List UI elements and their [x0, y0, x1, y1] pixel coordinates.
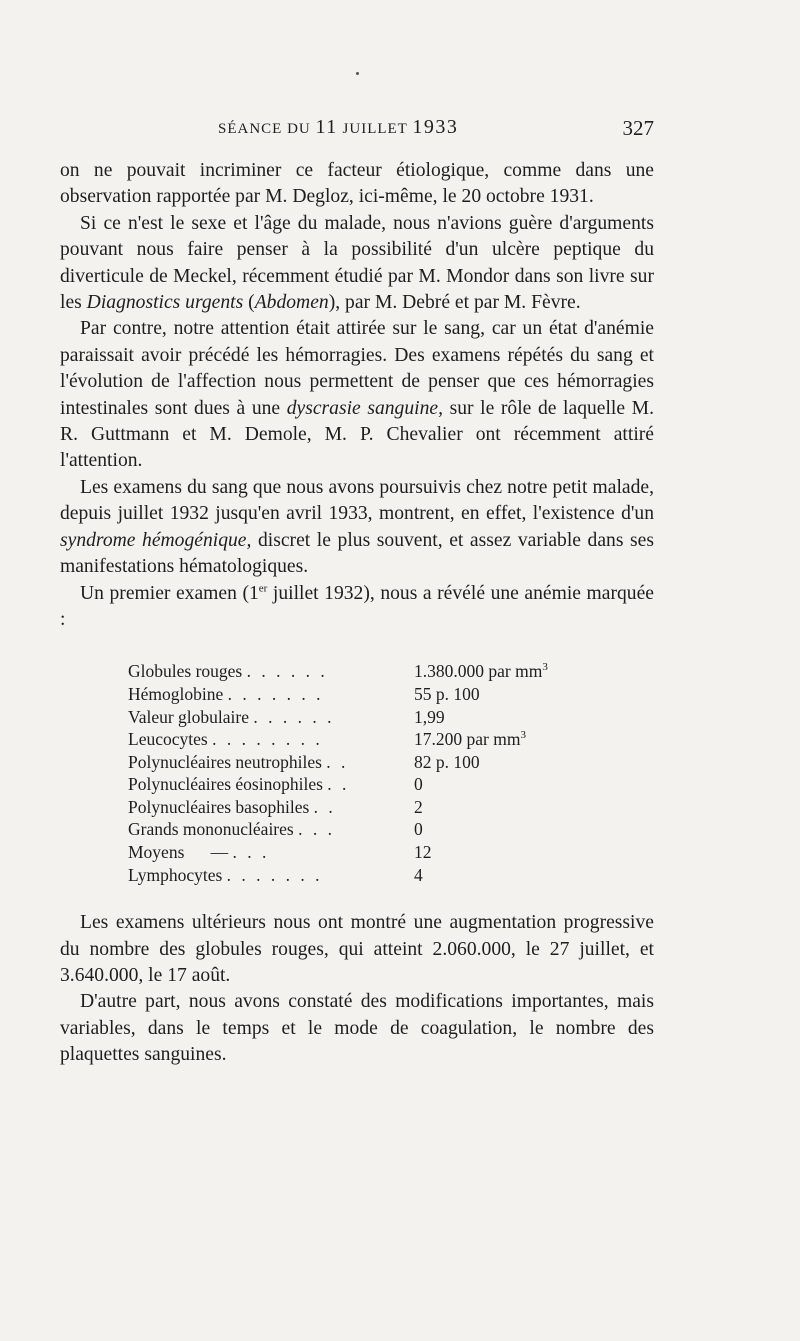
label-text: Grands mononucléaires	[128, 819, 294, 840]
running-title	[218, 116, 458, 139]
paragraph-6: Les examens ultérieurs nous ont montré une augmentation progressive du nombre des globules rouges, qui atteint 2.060.000, le 27 juillet, et 3.640.000, le 17 août.	[60, 912, 654, 987]
table-row	[128, 660, 548, 683]
italic-phrase: dyscrasie sanguine,	[286, 397, 443, 419]
leader-dots: . .	[326, 751, 349, 772]
row-label	[128, 796, 414, 819]
title-year: 1933	[412, 116, 459, 138]
body-text	[60, 158, 654, 1069]
row-value	[414, 683, 548, 706]
label-text: Moyens —	[128, 842, 229, 863]
title-text-2: JUILLET	[337, 121, 413, 137]
unit-exponent: 3	[520, 729, 526, 742]
label-text: Leucocytes	[128, 729, 208, 750]
row-value	[414, 818, 548, 841]
row-label	[128, 818, 414, 841]
paragraph-7: D'autre part, nous avons constaté des modifications importantes, mais variables, dans le temps et le mode de coagulation, le nombre des plaquettes sanguines.	[60, 991, 654, 1066]
text-run: Un premier examen (1	[80, 582, 259, 604]
table-row	[128, 683, 548, 706]
row-value	[414, 728, 548, 751]
row-label	[128, 706, 414, 729]
label-text: Hémoglobine	[128, 683, 224, 704]
paragraph-5	[60, 581, 654, 634]
table-row	[128, 796, 548, 819]
label-text: Polynucléaires éosinophiles	[128, 774, 323, 795]
row-value	[414, 773, 548, 796]
unit-exponent: 3	[542, 661, 548, 674]
paragraph-4	[60, 475, 654, 581]
value-text: 2	[414, 796, 423, 817]
leader-dots: . . . . . . . .	[212, 729, 323, 750]
table-row	[128, 864, 548, 887]
title-text-1: SÉANCE DU	[218, 121, 316, 137]
value-text: 4	[414, 864, 423, 885]
row-value	[414, 841, 548, 864]
label-text: Lymphocytes	[128, 864, 223, 885]
title-day: 11	[315, 116, 338, 138]
row-value	[414, 706, 548, 729]
table-row	[128, 706, 548, 729]
row-label	[128, 683, 414, 706]
page-number: 327	[622, 116, 654, 140]
leader-dots: . .	[327, 774, 350, 795]
table-row	[128, 818, 548, 841]
row-value	[414, 751, 548, 774]
ink-spot	[356, 72, 359, 75]
text-run: juillet 1932), nous a révélé une anémie marquée :	[60, 582, 654, 630]
row-value	[414, 660, 548, 683]
paragraph-1: on ne pouvait incriminer ce facteur étiologique, comme dans une observation rapportée par M. Degloz, ici-même, le 20 octobre 1931.	[60, 160, 654, 208]
leader-dots: . . .	[298, 819, 335, 840]
text-run: Par contre, notre attention était attirée sur le sang, car un état d'anémie paraissait avoir précédé les hémorragies. Des examens répétés du sang et l'évolution de l'affection nous permettent de penser que ces hémorragies intestinales sont dues à une	[60, 318, 654, 419]
value-text: 82 p. 100	[414, 751, 480, 772]
text-run: Si ce n'est le sexe et l'âge du malade, nous n'avions guère d'arguments pouvant nous faire penser à la possibilité d'un ulcère peptique du diverticule de Meckel, récemment étudié par M. Mondor dans son livre sur les	[60, 212, 654, 314]
value-text: 0	[414, 774, 423, 795]
leader-dots: . . . . . . .	[226, 864, 323, 885]
value-text: 55 p. 100	[414, 683, 480, 704]
text-run: ), par M. Debré et par M. Fèvre.	[328, 292, 581, 314]
unit-text: par mm	[484, 661, 543, 682]
unit-text: par mm	[462, 729, 521, 750]
label-text: Polynucléaires basophiles	[128, 796, 310, 817]
text-run: sur le rôle de laquelle M. R. Guttmann et M. Demole, M. P. Chevalier ont récemment attiré l'attention.	[60, 397, 654, 472]
text-run: discret le plus souvent, et assez variable dans ses manifestations hématologiques.	[60, 529, 654, 578]
value-text: 0	[414, 819, 423, 840]
value-text: 1,99	[414, 706, 445, 727]
running-header	[60, 116, 654, 146]
italic-phrase: syndrome hémogénique,	[60, 529, 252, 551]
label-text: Globules rouges	[128, 661, 243, 682]
row-label	[128, 728, 414, 751]
label-text: Polynucléaires neutrophiles	[128, 751, 322, 772]
leader-dots: . .	[313, 796, 336, 817]
table-row	[128, 728, 548, 751]
leader-dots: . . .	[232, 842, 270, 863]
row-label	[128, 864, 414, 887]
paragraph-2	[60, 211, 654, 317]
row-label	[128, 773, 414, 796]
leader-dots: . . . . . .	[246, 661, 328, 682]
table-row	[128, 773, 548, 796]
italic-phrase: Diagnostics urgents	[86, 292, 244, 314]
value-text: 17.200	[414, 729, 463, 750]
value-text: 12	[414, 842, 432, 863]
text-run: Les examens du sang que nous avons poursuivis chez notre petit malade, depuis juillet 1932 jusqu'en avril 1933, montrent, en effet, l'existence d'un	[60, 476, 654, 525]
row-value	[414, 796, 548, 819]
italic-phrase: Abdomen	[254, 292, 329, 314]
row-label	[128, 841, 414, 864]
paragraph-3	[60, 316, 654, 474]
table-row	[128, 751, 548, 774]
blood-count-table	[128, 660, 548, 886]
superscript: er	[258, 581, 268, 594]
row-label	[128, 751, 414, 774]
leader-dots: . . . . . .	[253, 706, 335, 727]
table-row	[128, 841, 548, 864]
leader-dots: . . . . . . .	[227, 683, 324, 704]
row-label	[128, 660, 414, 683]
label-text: Valeur globulaire	[128, 706, 249, 727]
row-value	[414, 864, 548, 887]
value-text: 1.380.000	[414, 661, 484, 682]
text-run: (	[243, 292, 255, 314]
